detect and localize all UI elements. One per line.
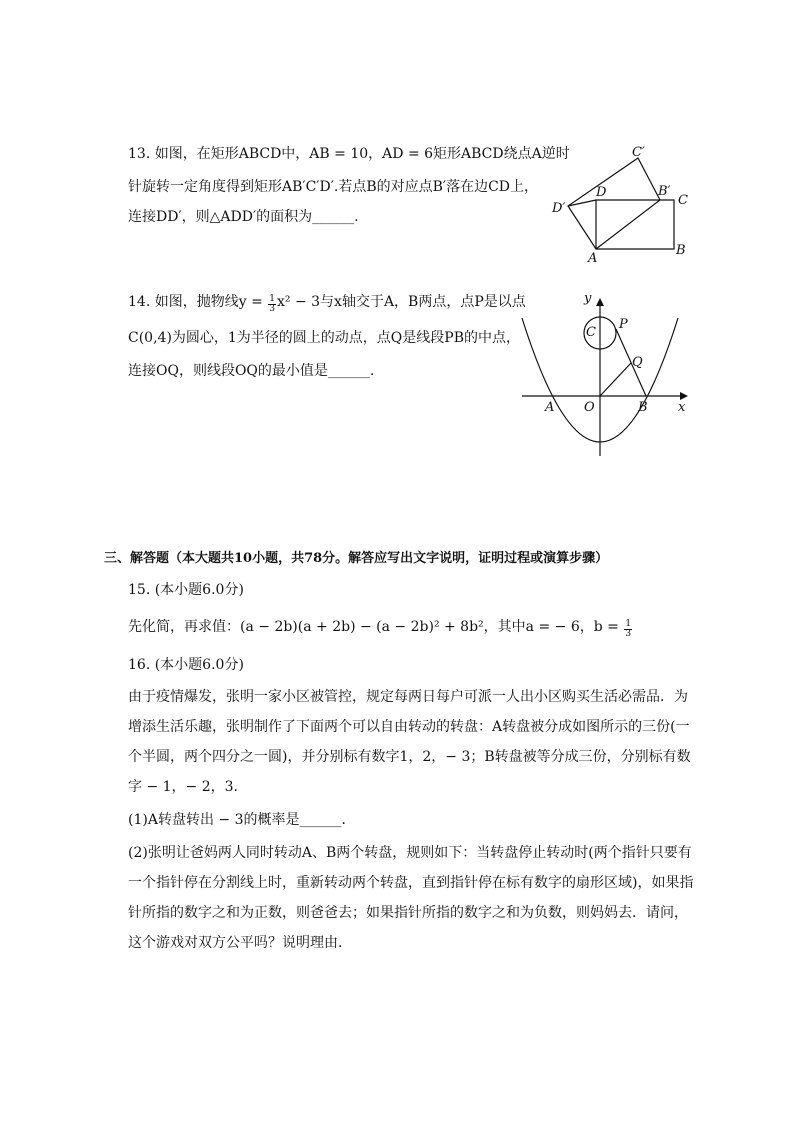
label-a: A — [588, 251, 598, 266]
x-axis-arrow — [680, 392, 688, 400]
q16-subquestion-2-line-2: 一个指针停在分割线上时，重新转动两个转盘，直到指针停在标有数字的扇形区域)，如果指 — [128, 875, 694, 891]
label-q: Q — [632, 355, 643, 370]
q14-line-3: 连接OQ，则线段OQ的最小值是______. — [128, 363, 375, 379]
y-axis-arrow — [596, 298, 604, 306]
q14-line-1 — [128, 292, 526, 314]
q16-paragraph-line-2: 增添生活乐趣，张明制作了下面两个可以自由转动的转盘：A转盘被分成如图所示的三份(一 — [128, 719, 690, 735]
q16-subquestion-1: (1)A转盘转出 − 3的概率是______． — [128, 812, 356, 828]
q16-subquestion-2-line-1: (2)张明让爸妈两人同时转动A、B两个转盘，规则如下：当转盘停止转动时(两个指针只要有 — [128, 845, 692, 861]
q16-subquestion-2-line-4: 这个游戏对双方公平吗？说明理由． — [128, 935, 352, 951]
label-c-prime: C′ — [632, 145, 645, 160]
q13-figure-rectangle-rotation — [548, 144, 698, 266]
q14-frac-num: 1 — [269, 294, 275, 304]
q15-title: 15. (本小题6.0分) — [128, 582, 244, 598]
q16-paragraph-line-1: 由于疫情爆发，张明一家小区被管控，规定每两日每户可派一人出小区购买生活必需品．为 — [128, 689, 688, 705]
q16-paragraph-line-4: 字 − 1，− 2，3． — [128, 779, 248, 795]
segment-oq — [600, 363, 631, 396]
q16-subquestion-2-line-3: 针所指的数字之和为正数，则爸爸去；如果指针所指的数字之和为负数，则妈妈去．请问， — [128, 905, 688, 921]
q15-fraction — [624, 620, 632, 639]
q15-body — [128, 617, 633, 639]
label-d-prime: D′ — [552, 201, 566, 216]
q14-figure-parabola — [518, 286, 694, 460]
label-b-prime: B′ — [658, 184, 671, 199]
label-a: A — [545, 400, 555, 415]
q14-line-1-post: x² − 3与x轴交于A，B两点，点P是以点 — [277, 294, 526, 310]
q15-frac-num: 1 — [625, 619, 632, 629]
rect-abcd — [596, 200, 674, 249]
q13-line-3: 连接DD′，则△ADD′的面积为______. — [128, 209, 359, 225]
label-c: C — [586, 325, 596, 340]
q14-fraction — [268, 295, 276, 314]
label-o: O — [584, 400, 595, 415]
label-x: x — [678, 400, 686, 415]
q15-body-pre: 先化简，再求值：(a − 2b)(a + 2b) − (a − 2b)² + 8b²，其中a = − 6，b = — [128, 619, 624, 635]
q16-title: 16. (本小题6.0分) — [128, 657, 244, 673]
q13-line-1: 13. 如图，在矩形ABCD中，AB = 10，AD = 6矩形ABCD绕点A逆时 — [128, 146, 570, 162]
label-p: P — [619, 317, 628, 332]
q13-line-2: 针旋转一定角度得到矩形AB′C′D′.若点B的对应点B′落在边CD上， — [128, 179, 539, 195]
section-3-heading: 三、解答题（本大题共10小题，共78分。解答应写出文字说明，证明过程或演算步骤） — [104, 551, 609, 566]
q16-paragraph-line-3: 个半圆，两个四分之一圆)，并分别标有数字1，2，− 3；B转盘被等分成三份，分别标有数 — [128, 749, 691, 765]
q14-frac-den: 3 — [269, 304, 275, 314]
q14-line-2: C(0,4)为圆心，1为半径的圆上的动点，点Q是线段PB的中点， — [128, 330, 520, 346]
label-y: y — [584, 291, 592, 306]
q15-frac-den: 3 — [625, 629, 632, 639]
label-b: B — [638, 400, 648, 415]
label-b: B — [676, 243, 686, 258]
label-c: C — [678, 193, 688, 208]
q14-line-1-pre: 14. 如图，抛物线y = — [128, 294, 268, 310]
label-d: D — [596, 185, 607, 200]
